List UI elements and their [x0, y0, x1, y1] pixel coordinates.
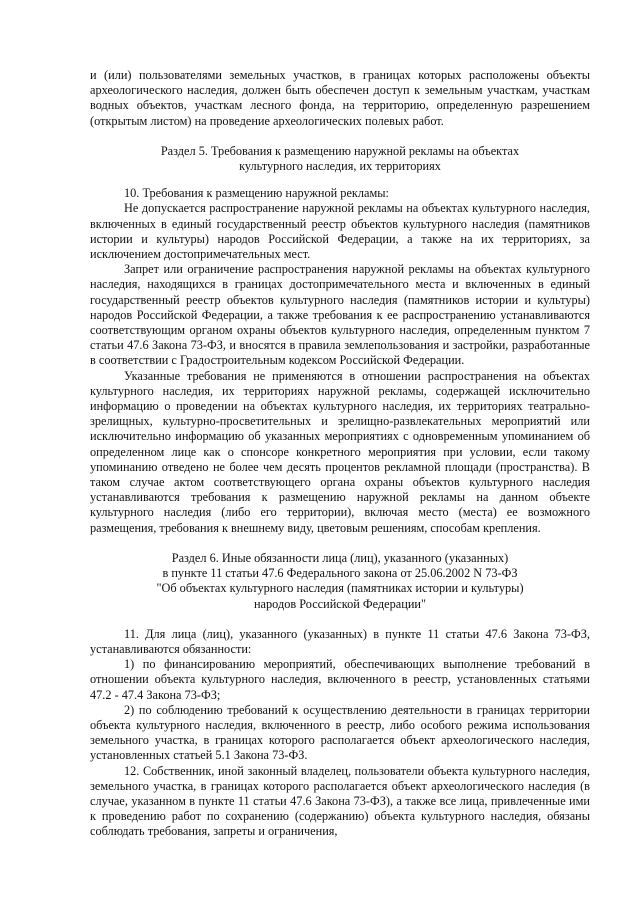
paragraph-advertising-restriction: Запрет или ограничение распространения наружной рекламы на объектах культурного наследия, находящихся в границах достопримечательного места и включенных в единый государственный реестр объектов культурного наследия (памятников истории и культуры) народов Российской Федерации, а также требования к ее распространению устанавливаются соответствующим органом охраны объектов культурного наследия, определенным пунктом 7 статьи 47.6 Закона 73-ФЗ, и вносятся в правила землепользования и застройки, разработанные в соответствии с Градостроительным кодексом Российской Федерации. [90, 262, 590, 368]
paragraph-item-12: 12. Собственник, иной законный владелец, пользователи объекта культурного наследия, земельного участка, в границах которого располагается объект археологического наследия (в случае, указанном в пункте 11 статьи 47.6 Закона 73-ФЗ), а также все лица, привлеченные ими к проведению работ по сохранению (содержанию) объекта культурного наследия, обязаны соблюдать требования, запреты и ограничения, [90, 763, 590, 839]
section-5-heading [90, 144, 590, 174]
section-heading-line: культурного наследия, их территориях [239, 159, 441, 174]
section-heading-line: "Об объектах культурного наследия (памятниках истории и культуры) [156, 581, 524, 596]
paragraph-archaeology-access: и (или) пользователями земельных участков, в границах которых расположены объекты археологического наследия, должен быть обеспечен доступ к земельным участкам, участкам водных объектов, участкам лесного фонда, на территорию, определенную разрешением (открытым листом) на проведение археологических полевых работ. [90, 68, 590, 128]
paragraph-advertising-ban: Не допускается распространение наружной рекламы на объектах культурного наследия, включенных в единый государственный реестр объектов культурного наследия (памятников истории и культуры) народов Российской Федерации, а также на их территориях, за исключением достопримечательных мест. [90, 201, 590, 262]
section-heading-line: Раздел 6. Иные обязанности лица (лиц), указанного (указанных) [171, 550, 509, 565]
paragraph-item-11: 11. Для лица (лиц), указанного (указанных) в пункте 11 статьи 47.6 Закона 73-ФЗ, устанавливаются обязанности: [90, 626, 590, 656]
paragraph-requirements-exception: Указанные требования не применяются в отношении распространения на объектах культурного наследия, их территориях наружной рекламы, содержащей исключительно информацию о проведении на объектах культурного наследия, их территориях театрально-зрелищных, культурно-просветительных и зрелищно-развлекательных мероприятий или исключительно информацию об указанных мероприятиях с одновременным упоминанием об определенном лице как о спонсоре конкретного мероприятия при условии, если такому упоминанию отведено не более чем десять процентов рекламной площади (пространства). В таком случае актом соответствующего органа охраны объектов культурного наследия устанавливаются требования к размещению наружной рекламы на данном объекте культурного наследия (либо его территории), включая место (места) ее возможного размещения, требования к внешнему виду, цветовым решениям, способам крепления. [90, 368, 590, 535]
document-body [90, 68, 590, 840]
section-heading-line: в пункте 11 статьи 47.6 Федерального закона от 25.06.2002 N 73-ФЗ [162, 566, 518, 581]
paragraph-item-10: 10. Требования к размещению наружной рекламы: [124, 186, 389, 201]
paragraph-obligation-1: 1) по финансированию мероприятий, обеспечивающих выполнение требований в отношении объекта культурного наследия, включенного в реестр, установленных статьями 47.2 - 47.4 Закона 73-ФЗ; [90, 657, 590, 702]
paragraph-obligation-2: 2) по соблюдению требований к осуществлению деятельности в границах территории объекта культурного наследия, включенного в реестр, либо особого режима использования земельного участка, в границах которого располагается объект археологического наследия, установленных статьей 5.1 Закона 73-ФЗ. [90, 702, 590, 763]
section-heading-line: Раздел 5. Требования к размещению наружной рекламы на объектах [160, 143, 520, 158]
section-6-heading [90, 551, 590, 612]
section-heading-line: народов Российской Федерации" [253, 596, 427, 611]
